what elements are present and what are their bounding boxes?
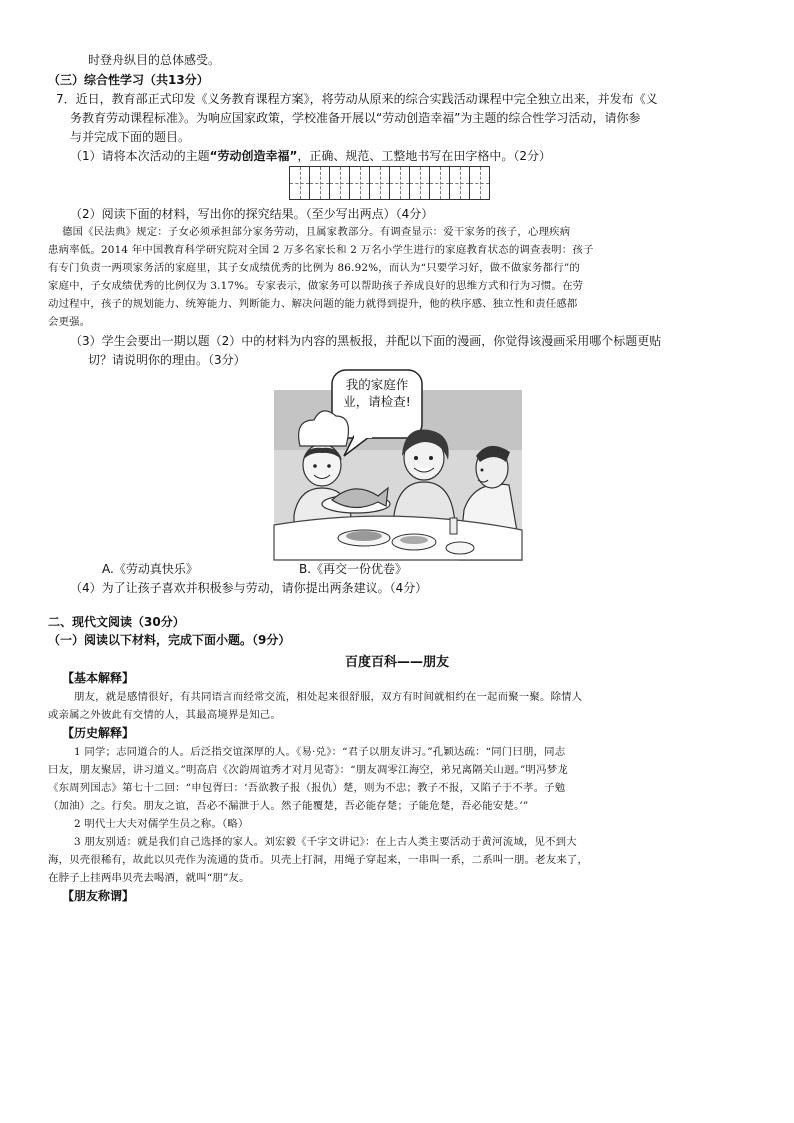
basic-text-line: 或亲属之外彼此有交情的人，其最高境界是知己。 [48, 709, 281, 721]
section-3-heading: （三）综合性学习（共13分） [48, 73, 209, 87]
material-line: 德国《民法典》规定：子女必须承担部分家务劳动，且属家教部分。有调查显示：爱干家务的孩子，心理疾病 [62, 226, 571, 238]
tian-cell[interactable] [449, 166, 470, 200]
section-1-heading: （一）阅读以下材料，完成下面小题。（9分） [48, 633, 291, 647]
history-text-line: （加油）之。行矣。朋友之谊，吾必不漏泄于人。然子能覆楚，吾必能存楚；子能危楚，吾必能安楚。’” [48, 800, 529, 812]
history-text-line: 在脖子上挂两串贝壳去喝酒，就叫“朋”友。 [48, 872, 250, 884]
tian-grid[interactable] [289, 166, 489, 200]
basic-explanation-heading: 【基本解释】 [62, 671, 135, 685]
q7-sub2: （2）阅读下面的材料，写出你的探究结果。（至少写出两点）（4分） [70, 207, 434, 221]
history-text-line: 2 明代士大夫对儒学生员之称。（略） [74, 818, 249, 830]
q7-sub1-theme: “劳动创造幸福” [209, 149, 298, 163]
q7-line1: 7．近日，教育部正式印发《义务教育课程方案》，将劳动从原来的综合实践活动课程中完全独立出来，并发布《义 [56, 92, 658, 106]
material-line: 会更强。 [48, 316, 91, 328]
tian-cell[interactable] [469, 166, 490, 200]
basic-text-line: 朋友，就是感情很好，有共同语言而经常交流，相处起来很舒服，双方有时间就相约在一起而聚一聚。除情人 [74, 691, 583, 703]
history-text-line: 《东周列国志》第七十二回：“申包胥曰：‘吾欲教子报（报仇）楚，则为不忠；教子不报，又陷子于不孝。子勉 [48, 782, 566, 794]
q7-sub3-line1: （3）学生会要出一期以题（2）中的材料为内容的黑板报，并配以下面的漫画，你觉得该漫画采用哪个标题更贴 [70, 334, 662, 348]
tian-cell[interactable] [429, 166, 450, 200]
material-line: 动过程中，孩子的规划能力、统筹能力、判断能力、解决问题的能力就得到提升，他的秩序感、独立性和责任感都 [48, 298, 578, 310]
tian-cell[interactable] [309, 166, 330, 200]
history-explanation-heading: 【历史解释】 [62, 726, 135, 740]
material-line: 患病率低。2014 年中国教育科学研究院对全国 2 万多名家长和 2 万名小学生进行的家庭教育状态的调查表明：孩子 [48, 244, 594, 256]
article-title: 百度百科——朋友 [344, 655, 449, 670]
q7-line3: 与并完成下面的题目。 [70, 130, 191, 144]
q7-sub1-pre: （1）请将本次活动的主题 [70, 149, 210, 163]
material-line: 家庭中，子女成绩优秀的比例仅为 3.17%。专家表示，做家务可以帮助孩子养成良好的思维方式和行为习惯。在劳 [48, 280, 584, 292]
tian-cell[interactable] [329, 166, 350, 200]
friend-address-heading: 【朋友称谓】 [62, 889, 135, 903]
q7-sub1-post: ，正确、规范、工整地书写在田字格中。（2分） [297, 149, 552, 163]
q7-sub1 [70, 148, 551, 164]
option-a: A.《劳动真快乐》 [102, 562, 198, 576]
history-text-line: 3 朋友别适：就是我们自己选择的家人。刘宏毅《千字文讲记》：在上古人类主要活动于黄河流域，见不到大 [74, 836, 577, 848]
material-line: 有专门负责一两项家务活的家庭里，其子女成绩优秀的比例为 86.92%，而认为“只要学习好，做不做家务都行”的 [48, 262, 580, 274]
tian-cell[interactable] [409, 166, 430, 200]
family-cartoon-image [274, 377, 522, 560]
previous-question-tail: 时登舟纵目的总体感受。 [88, 53, 221, 67]
tian-cell[interactable] [369, 166, 390, 200]
history-text-line: 1 同学；志同道合的人。后泛指交谊深厚的人。《易·兑》：“君子以朋友讲习。”孔颖达疏：“同门曰朋，同志 [74, 746, 566, 758]
q7-sub4: （4）为了让孩子喜欢并积极参与劳动，请你提出两条建议。（4分） [70, 581, 428, 595]
option-b: B.《再交一份优卷》 [299, 562, 408, 576]
part-2-heading: 二、现代文阅读（30分） [48, 615, 185, 629]
q7-sub3-line2: 切？请说明你的理由。（3分） [88, 353, 246, 367]
history-text-line: 曰友，朋友聚居，讲习道义。”明高启《次韵周谊秀才对月见寄》：“朋友凋零江海空，弟兄离隔关山迥。”明冯梦龙 [48, 764, 568, 776]
q7-line2: 务教育劳动课程标准》。为响应国家政策，学校准备开展以“劳动创造幸福”为主题的综合性学习活动，请你参 [70, 111, 641, 125]
speech-bubble-line1: 我的家庭作 [345, 377, 409, 392]
tian-cell[interactable] [289, 166, 310, 200]
speech-bubble-line2: 业，请检查! [343, 394, 411, 409]
tian-cell[interactable] [389, 166, 410, 200]
history-text-line: 海，贝壳很稀有，故此以贝壳作为流通的货币。贝壳上打洞，用绳子穿起来，一串叫一系，二系叫一朋。老友来了， [48, 854, 589, 866]
tian-cell[interactable] [349, 166, 370, 200]
